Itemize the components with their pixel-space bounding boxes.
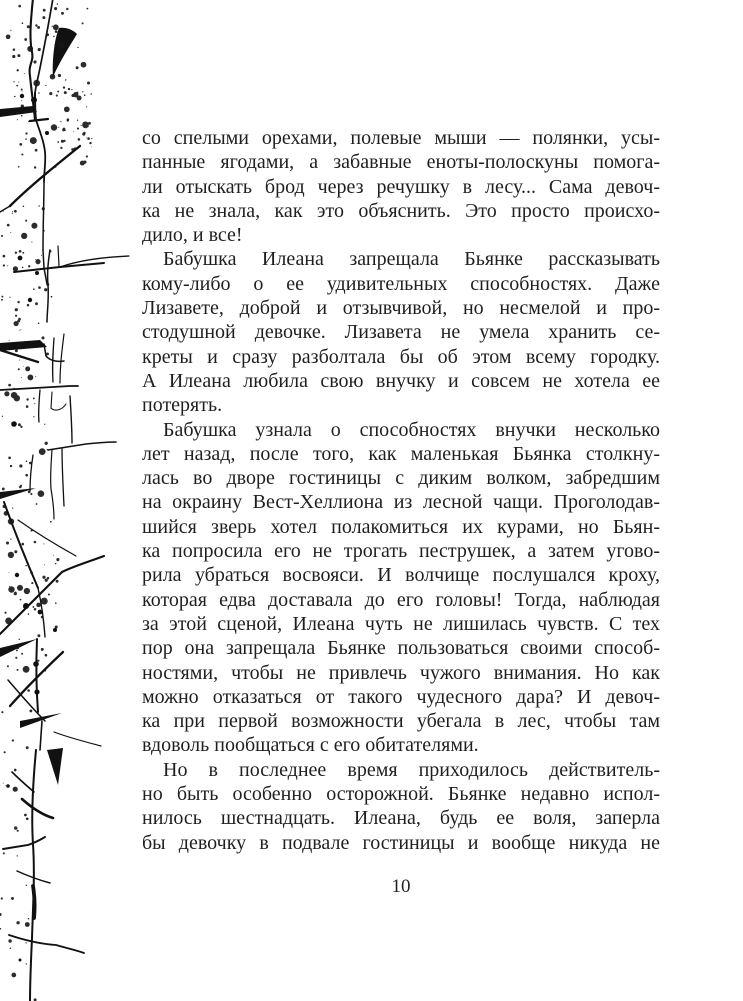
paragraph [142,758,660,855]
page-text [142,126,660,855]
text-line: бы девочку в подвале гостиницы и вообще никуда не [142,831,660,854]
paragraph [142,247,660,417]
text-line: кому-либо о ее удивительных способностях. Даже [142,272,660,295]
text-line: Но в последнее время приходилось действитель- [163,758,660,781]
ink-splatter-decoration [0,0,140,1001]
text-line: шийся зверь хотел полакомиться их курами, но Бьян- [142,515,660,538]
text-line: панные ягодами, а забавные еноты-полоскуны помога- [142,151,660,174]
text-line: за этой сценой, Илеана чуть не лишилась чувств. С тех [142,612,660,635]
text-line: ли отыскать брод через речушку в лесу... Сама девоч- [142,175,660,198]
text-line: на окраину Вест-Хеллиона из лесной чащи. Проголодав- [142,491,660,514]
page-number: 10 [391,876,411,897]
text-line: пор она запрещала Бьянке пользоваться своими способ- [142,637,660,660]
text-line: вдоволь пообщаться с его обитателями. [142,734,479,757]
text-line: дило, и все! [142,224,243,247]
text-line: ка попросила его не трогать пеструшек, а затем угово- [142,540,660,563]
text-line: А Илеана любила свою внучку и совсем не хотела ее [142,369,660,392]
text-line: Бабушка узнала о способностях внучки несколько [163,418,660,441]
paragraph [142,418,660,758]
paragraph [142,126,660,247]
text-line: рила убраться восвояси. И волчище послушался кроху, [142,564,660,587]
text-line: лет назад, после того, как маленькая Бьянка столкну- [142,442,660,465]
text-line: можно отказаться от такого чудесного дара? И девоч- [142,685,660,708]
text-line: ностями, чтобы не привлечь чужого внимания. Но как [142,661,660,684]
text-line: которая едва доставала до его головы! Тогда, наблюдая [142,588,660,611]
text-line: лась во дворе гостиницы с диким волком, забредшим [142,467,660,490]
text-line: ка при первой возможности убегала в лес, чтобы там [142,710,660,733]
text-line: но быть особенно осторожной. Бьянке недавно испол- [142,783,660,806]
text-line: стодушной девочке. Лизавета не умела хранить се- [142,321,660,344]
text-line: со спелыми орехами, полевые мыши — полянки, усы- [142,127,660,149]
text-line: ка не знала, как это объяснить. Это просто происхо- [142,199,660,222]
text-line: потерять. [142,394,223,417]
text-line: Лизавете, доброй и отзывчивой, но несмелой и про- [142,297,660,320]
text-line: нилось шестнадцать. Илеана, будь ее воля, заперла [142,807,660,830]
text-line: Бабушка Илеана запрещала Бьянке рассказывать [163,248,660,271]
text-line: креты и сразу разболтала бы об этом всему городку. [142,345,660,368]
